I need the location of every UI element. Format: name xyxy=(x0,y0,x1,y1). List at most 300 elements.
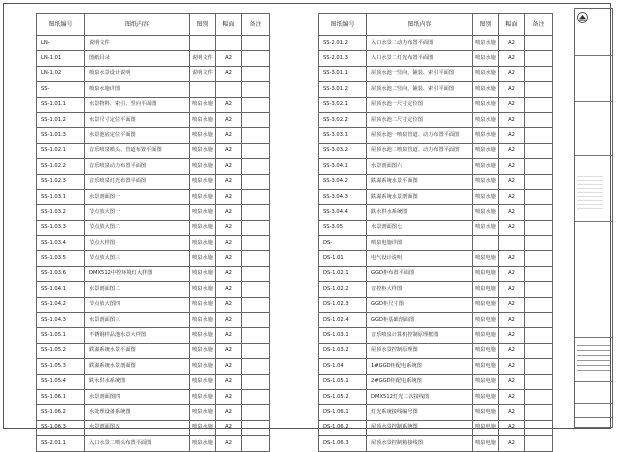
drawing-code: DS-1.02.4 xyxy=(319,313,367,328)
drawing-size: A2 xyxy=(499,359,525,374)
drawing-note xyxy=(242,36,270,51)
drawing-content: 跌水供水系统图 xyxy=(367,205,473,220)
drawing-type: 喷泉水施 xyxy=(190,174,216,189)
drawing-size: A2 xyxy=(499,51,525,66)
drawing-code: SS-1.02.3 xyxy=(37,174,85,189)
drawing-note xyxy=(525,143,553,158)
table-header-row xyxy=(319,14,553,36)
table-row xyxy=(319,128,553,143)
table-row xyxy=(37,266,270,281)
drawing-size: A2 xyxy=(216,159,242,174)
drawing-type: 喷泉水施 xyxy=(190,313,216,328)
drawing-code: SS-1.04.3 xyxy=(37,313,85,328)
drawing-size: A2 xyxy=(499,436,525,451)
drawing-content: 喷泉水施详图 xyxy=(85,82,190,97)
drawing-size: A2 xyxy=(499,112,525,127)
title-block xyxy=(574,8,613,428)
drawing-code: SS-1.05.4 xyxy=(37,374,85,389)
drawing-content: 屋顶水景控制原理图 xyxy=(367,343,473,358)
table-row xyxy=(319,189,553,204)
drawing-content: 水处理设备系统图 xyxy=(85,405,190,420)
table-header-row xyxy=(37,14,270,36)
drawing-note xyxy=(242,189,270,204)
drawing-type: 喷泉电施 xyxy=(473,251,499,266)
drawing-type: 喷泉水施 xyxy=(190,328,216,343)
drawing-index-table-right xyxy=(318,13,553,452)
drawing-type xyxy=(190,82,216,97)
drawing-type: 喷泉水施 xyxy=(190,251,216,266)
drawing-note xyxy=(525,220,553,235)
drawing-type: 喷泉电施 xyxy=(473,420,499,435)
drawing-size: A2 xyxy=(499,174,525,189)
drawing-type: 喷泉电施 xyxy=(473,359,499,374)
drawing-type: 喷泉水施 xyxy=(190,297,216,312)
table-row xyxy=(319,112,553,127)
drawing-content: 图纸目录 xyxy=(85,51,190,66)
drawing-content: 节点放大图四 xyxy=(85,297,190,312)
table-row xyxy=(319,282,553,297)
drawing-type: 喷泉水施 xyxy=(190,220,216,235)
drawing-note xyxy=(525,36,553,51)
drawing-type: 喷泉水施 xyxy=(473,159,499,174)
drawing-note xyxy=(242,82,270,97)
drawing-note xyxy=(525,405,553,420)
drawing-code: SS-3.03.1 xyxy=(319,128,367,143)
drawing-size: A2 xyxy=(499,36,525,51)
table-row xyxy=(319,297,553,312)
drawing-size: A2 xyxy=(216,343,242,358)
drawing-note xyxy=(525,420,553,435)
header-size: 幅面 xyxy=(499,14,525,36)
drawing-code: LN-1.02 xyxy=(37,66,85,81)
drawing-type: 喷泉水施 xyxy=(190,128,216,143)
drawing-size: A2 xyxy=(499,313,525,328)
drawing-type: 喷泉水施 xyxy=(473,128,499,143)
drawing-type: 喷泉电施 xyxy=(473,266,499,281)
table-row xyxy=(319,97,553,112)
table-row xyxy=(319,374,553,389)
drawing-type: 喷泉水施 xyxy=(473,205,499,220)
drawing-note xyxy=(242,282,270,297)
drawing-size: A2 xyxy=(216,389,242,404)
drawing-note xyxy=(242,343,270,358)
header-note: 备注 xyxy=(525,14,553,36)
drawing-note xyxy=(242,405,270,420)
drawing-code: SS-1.06.3 xyxy=(37,420,85,435)
title-block-section xyxy=(575,101,612,102)
drawing-content: 水景剖面图四 xyxy=(85,389,190,404)
drawing-content: 屋顶水池一尺寸定位图 xyxy=(367,97,473,112)
drawing-note xyxy=(242,251,270,266)
drawing-type: 喷泉水施 xyxy=(190,266,216,281)
table-row xyxy=(37,389,270,404)
drawing-type: 喷泉水施 xyxy=(190,282,216,297)
table-row xyxy=(319,436,553,451)
table-row xyxy=(37,343,270,358)
drawing-type: 喷泉电施 xyxy=(473,374,499,389)
drawing-note xyxy=(242,51,270,66)
drawing-type: 喷泉水施 xyxy=(473,112,499,127)
drawing-size: A2 xyxy=(216,236,242,251)
drawing-note xyxy=(525,82,553,97)
drawing-content: 入口水景二灯光布置平面图 xyxy=(367,51,473,66)
drawing-type: 喷泉水施 xyxy=(190,405,216,420)
header-code: 图纸编号 xyxy=(37,14,85,36)
drawing-size xyxy=(216,82,242,97)
drawing-code: SS-2.01.3 xyxy=(319,51,367,66)
drawing-size: A2 xyxy=(499,97,525,112)
drawing-size: A2 xyxy=(216,112,242,127)
drawing-type: 喷泉水施 xyxy=(190,374,216,389)
drawing-note xyxy=(242,359,270,374)
title-block-section xyxy=(575,155,612,156)
drawing-size: A2 xyxy=(216,174,242,189)
drawing-code: SS-1.03.1 xyxy=(37,189,85,204)
table-row xyxy=(37,189,270,204)
drawing-size: A2 xyxy=(216,297,242,312)
drawing-code: SS-2.01.2 xyxy=(319,36,367,51)
drawing-content: 屋顶水池二尺寸定位图 xyxy=(367,112,473,127)
drawing-code: SS-1.06.2 xyxy=(37,405,85,420)
drawing-size: A2 xyxy=(216,66,242,81)
drawing-type: 喷泉水施 xyxy=(190,420,216,435)
drawing-note xyxy=(525,343,553,358)
drawing-code: DS-1.05.2 xyxy=(319,389,367,404)
drawing-size: A2 xyxy=(499,389,525,404)
drawing-type: 喷泉水施 xyxy=(190,143,216,158)
drawing-code: SS-3.01.2 xyxy=(319,82,367,97)
table-row xyxy=(37,374,270,389)
drawing-note xyxy=(525,189,553,204)
drawing-code: SS-1.04.2 xyxy=(37,297,85,312)
drawing-code: LN- xyxy=(37,36,85,51)
drawing-content: 节点放大图一 xyxy=(85,205,190,220)
drawing-content: 水景剖面图三 xyxy=(85,313,190,328)
drawing-content: GGD柜尺寸图 xyxy=(367,297,473,312)
table-row xyxy=(319,266,553,281)
drawing-size: A2 xyxy=(216,313,242,328)
table-row xyxy=(319,343,553,358)
drawing-type: 喷泉水施 xyxy=(190,343,216,358)
drawing-size: A2 xyxy=(216,189,242,204)
drawing-type: 喷泉水施 xyxy=(473,220,499,235)
drawing-note xyxy=(242,66,270,81)
drawing-note xyxy=(525,297,553,312)
drawing-code: DS-1.03.2 xyxy=(319,343,367,358)
drawing-code: SS-2.01.1 xyxy=(37,436,85,451)
drawing-code: SS-1.02.1 xyxy=(37,143,85,158)
table-row xyxy=(37,36,270,51)
drawing-note xyxy=(242,159,270,174)
drawing-code: DS-1.06.1 xyxy=(319,405,367,420)
drawing-note xyxy=(525,359,553,374)
drawing-note xyxy=(525,282,553,297)
table-row xyxy=(319,251,553,266)
table-row xyxy=(319,420,553,435)
drawing-code: DS- xyxy=(319,236,367,251)
drawing-type: 喷泉电施 xyxy=(473,389,499,404)
table-row xyxy=(319,82,553,97)
drawing-note xyxy=(525,159,553,174)
header-type: 图别 xyxy=(190,14,216,36)
drawing-content: 水景池底定位平面图 xyxy=(85,128,190,143)
drawing-note xyxy=(525,313,553,328)
drawing-note xyxy=(525,374,553,389)
drawing-size: A2 xyxy=(499,420,525,435)
table-row xyxy=(37,359,270,374)
drawing-size: A2 xyxy=(499,220,525,235)
drawing-type: 喷泉水施 xyxy=(190,205,216,220)
drawing-content: 电气设计说明 xyxy=(367,251,473,266)
drawing-code: SS-1.01.2 xyxy=(37,112,85,127)
drawing-code: SS-3.04.4 xyxy=(319,205,367,220)
drawing-note xyxy=(525,436,553,451)
drawing-size xyxy=(499,236,525,251)
table-row xyxy=(37,66,270,81)
drawing-size: A2 xyxy=(216,374,242,389)
drawing-content: 水景剖面图一 xyxy=(85,189,190,204)
table-row xyxy=(319,143,553,158)
table-row xyxy=(37,97,270,112)
drawing-content: 水景剖面图六 xyxy=(367,159,473,174)
drawing-content: 屋顶水池二喷泉管道、动力布置平面图 xyxy=(367,143,473,158)
drawing-note xyxy=(242,220,270,235)
drawing-type: 说明文件 xyxy=(190,66,216,81)
drawing-note xyxy=(242,313,270,328)
drawing-size: A2 xyxy=(216,328,242,343)
title-block-section xyxy=(575,221,612,222)
drawing-type xyxy=(190,36,216,51)
drawing-content: 屋顶水池二竖向、铺装、索引平面图 xyxy=(367,82,473,97)
drawing-size: A2 xyxy=(216,266,242,281)
drawing-code: DS-1.02.3 xyxy=(319,297,367,312)
drawing-code: SS-3.04.1 xyxy=(319,159,367,174)
table-row xyxy=(319,205,553,220)
drawing-size: A2 xyxy=(499,266,525,281)
drawing-size: A2 xyxy=(216,128,242,143)
table-row xyxy=(319,359,553,374)
drawing-content: 灯光系统接线编号图 xyxy=(367,405,473,420)
table-row xyxy=(37,328,270,343)
drawing-note xyxy=(242,112,270,127)
drawing-type: 喷泉水施 xyxy=(190,159,216,174)
drawing-content: 入口水景二动力布置平面图 xyxy=(367,36,473,51)
table-row xyxy=(37,143,270,158)
drawing-content: 屋顶水池一竖向、铺装、索引平面图 xyxy=(367,66,473,81)
drawing-content: 入口水景二喷头布置平面图 xyxy=(85,436,190,451)
drawing-note xyxy=(242,328,270,343)
drawing-type: 喷泉电施 xyxy=(473,405,499,420)
table-row xyxy=(37,220,270,235)
table-row xyxy=(37,420,270,435)
drawing-type: 喷泉水施 xyxy=(473,189,499,204)
table-row xyxy=(319,174,553,189)
table-row xyxy=(319,236,553,251)
drawing-code: SS-1.05.3 xyxy=(37,359,85,374)
drawing-type: 喷泉电施 xyxy=(473,282,499,297)
drawing-code: DS-1.04 xyxy=(319,359,367,374)
drawing-content: 音乐喷泉动力布置平面图 xyxy=(85,159,190,174)
drawing-note xyxy=(242,205,270,220)
drawing-content: 说明文件 xyxy=(85,36,190,51)
table-row xyxy=(319,159,553,174)
drawing-note xyxy=(525,128,553,143)
table-row xyxy=(319,66,553,81)
header-content: 图纸内容 xyxy=(85,14,190,36)
drawing-content: 水景尺寸定位平面图 xyxy=(85,112,190,127)
drawing-content: 2#GGD柜配电系统图 xyxy=(367,374,473,389)
drawing-code: SS-1.02.2 xyxy=(37,159,85,174)
drawing-code: DS-1.06.2 xyxy=(319,420,367,435)
drawing-note xyxy=(242,297,270,312)
drawing-content: 喷泉电施详图 xyxy=(367,236,473,251)
drawing-note xyxy=(525,236,553,251)
drawing-code: SS-1.05.1 xyxy=(37,328,85,343)
table-row xyxy=(37,159,270,174)
drawing-type: 喷泉水施 xyxy=(190,97,216,112)
table-row xyxy=(37,236,270,251)
table-row xyxy=(37,128,270,143)
drawing-type: 喷泉电施 xyxy=(473,328,499,343)
drawing-type: 喷泉电施 xyxy=(473,436,499,451)
drawing-note xyxy=(525,266,553,281)
drawing-size: A2 xyxy=(499,405,525,420)
drawing-content: 音乐喷泉灯光布置平面图 xyxy=(85,174,190,189)
drawing-size: A2 xyxy=(216,282,242,297)
drawing-note xyxy=(242,97,270,112)
drawing-content: 喷泉水景设计说明 xyxy=(85,66,190,81)
table-row xyxy=(37,313,270,328)
table-row xyxy=(37,112,270,127)
drawing-content: 节点放大图二 xyxy=(85,220,190,235)
drawing-type: 喷泉水施 xyxy=(473,174,499,189)
drawing-size: A2 xyxy=(499,159,525,174)
drawing-size: A2 xyxy=(216,405,242,420)
drawing-note xyxy=(242,236,270,251)
drawing-note xyxy=(525,328,553,343)
drawing-type: 喷泉水施 xyxy=(190,236,216,251)
drawing-content: 跌水供水系统图 xyxy=(85,374,190,389)
drawing-content: 水景物料、索引、竖向平面图 xyxy=(85,97,190,112)
table-row xyxy=(37,51,270,66)
drawing-size: A2 xyxy=(499,297,525,312)
table-row xyxy=(37,82,270,97)
drawing-type: 喷泉电施 xyxy=(473,343,499,358)
drawing-type: 喷泉水施 xyxy=(473,36,499,51)
drawing-content: 音乐喷泉计算机控制原理框图 xyxy=(367,328,473,343)
drawing-note xyxy=(525,66,553,81)
title-block-section xyxy=(575,403,612,404)
drawing-type: 喷泉电施 xyxy=(473,297,499,312)
drawing-content: 水景剖面图二 xyxy=(85,282,190,297)
table-row xyxy=(37,174,270,189)
header-code: 图纸编号 xyxy=(319,14,367,36)
header-note: 备注 xyxy=(242,14,270,36)
drawing-code: SS-1.03.4 xyxy=(37,236,85,251)
drawing-index-table-left xyxy=(36,13,270,452)
drawing-type: 说明文件 xyxy=(190,51,216,66)
drawing-note xyxy=(242,143,270,158)
drawing-note xyxy=(242,266,270,281)
drawing-code: SS-3.01.1 xyxy=(319,66,367,81)
drawing-size: A2 xyxy=(499,282,525,297)
drawing-note xyxy=(525,251,553,266)
drawing-type: 喷泉水施 xyxy=(190,112,216,127)
drawing-type: 喷泉水施 xyxy=(473,97,499,112)
drawing-code: SS-3.02.2 xyxy=(319,112,367,127)
table-row xyxy=(37,251,270,266)
drawing-code: DS-1.02.1 xyxy=(319,266,367,281)
drawing-content: 1#GGD柜配电系统图 xyxy=(367,359,473,374)
drawing-type: 喷泉水施 xyxy=(473,82,499,97)
table-row xyxy=(319,389,553,404)
drawing-content: DMX512中控环境灯大样图 xyxy=(85,266,190,281)
drawing-content: 屋顶水池一喷泉管道、动力布置平面图 xyxy=(367,128,473,143)
table-row xyxy=(37,436,270,451)
drawing-type xyxy=(473,236,499,251)
table-row xyxy=(319,405,553,420)
drawing-code: SS-1.03.2 xyxy=(37,205,85,220)
drawing-size: A2 xyxy=(499,205,525,220)
title-block-notes: ———————————— ———————————— ———————————— ———————————— ———————————— ———————————— ———————————— ———————————— ———————————— xyxy=(577,175,604,210)
title-block-section xyxy=(575,417,612,418)
drawing-size: A2 xyxy=(499,143,525,158)
drawing-size: A2 xyxy=(216,420,242,435)
drawing-note xyxy=(525,205,553,220)
drawing-size: A2 xyxy=(216,359,242,374)
drawing-size: A2 xyxy=(216,251,242,266)
drawing-code: SS-1.03.3 xyxy=(37,220,85,235)
drawing-note xyxy=(525,174,553,189)
title-block-section xyxy=(575,55,612,56)
drawing-code: SS-1.01.1 xyxy=(37,97,85,112)
title-block-section xyxy=(575,381,612,382)
drawing-size: A2 xyxy=(216,143,242,158)
drawing-size: A2 xyxy=(499,328,525,343)
drawing-size: A2 xyxy=(216,205,242,220)
drawing-content: 屋顶水景控制系统图 xyxy=(367,420,473,435)
drawing-code: SS-1.04.1 xyxy=(37,282,85,297)
drawing-size: A2 xyxy=(216,51,242,66)
drawing-content: 音控柜大样图 xyxy=(367,282,473,297)
drawing-size: A2 xyxy=(216,436,242,451)
drawing-code: SS-3.04.2 xyxy=(319,174,367,189)
drawing-type: 喷泉水施 xyxy=(473,51,499,66)
drawing-content: 跌瀑系统水景剖面图 xyxy=(367,189,473,204)
drawing-size: A2 xyxy=(216,97,242,112)
drawing-size xyxy=(216,36,242,51)
drawing-size: A2 xyxy=(499,343,525,358)
drawing-note xyxy=(242,389,270,404)
drawing-note xyxy=(525,389,553,404)
drawing-note xyxy=(242,128,270,143)
drawing-code: SS-1.03.5 xyxy=(37,251,85,266)
drawing-content: GGD柜布置平面图 xyxy=(367,266,473,281)
drawing-code: LN-1.01 xyxy=(37,51,85,66)
table-row xyxy=(37,297,270,312)
table-row xyxy=(37,405,270,420)
header-size: 幅面 xyxy=(216,14,242,36)
drawing-content: 音乐喷泉喷头、管道布置平面图 xyxy=(85,143,190,158)
table-row xyxy=(319,51,553,66)
drawing-size: A2 xyxy=(499,128,525,143)
drawing-code: DS-1.05.1 xyxy=(319,374,367,389)
drawing-content: 节点放大图三 xyxy=(85,251,190,266)
drawing-note xyxy=(525,51,553,66)
drawing-note xyxy=(242,374,270,389)
drawing-note xyxy=(525,112,553,127)
drawing-code: SS-1.01.3 xyxy=(37,128,85,143)
